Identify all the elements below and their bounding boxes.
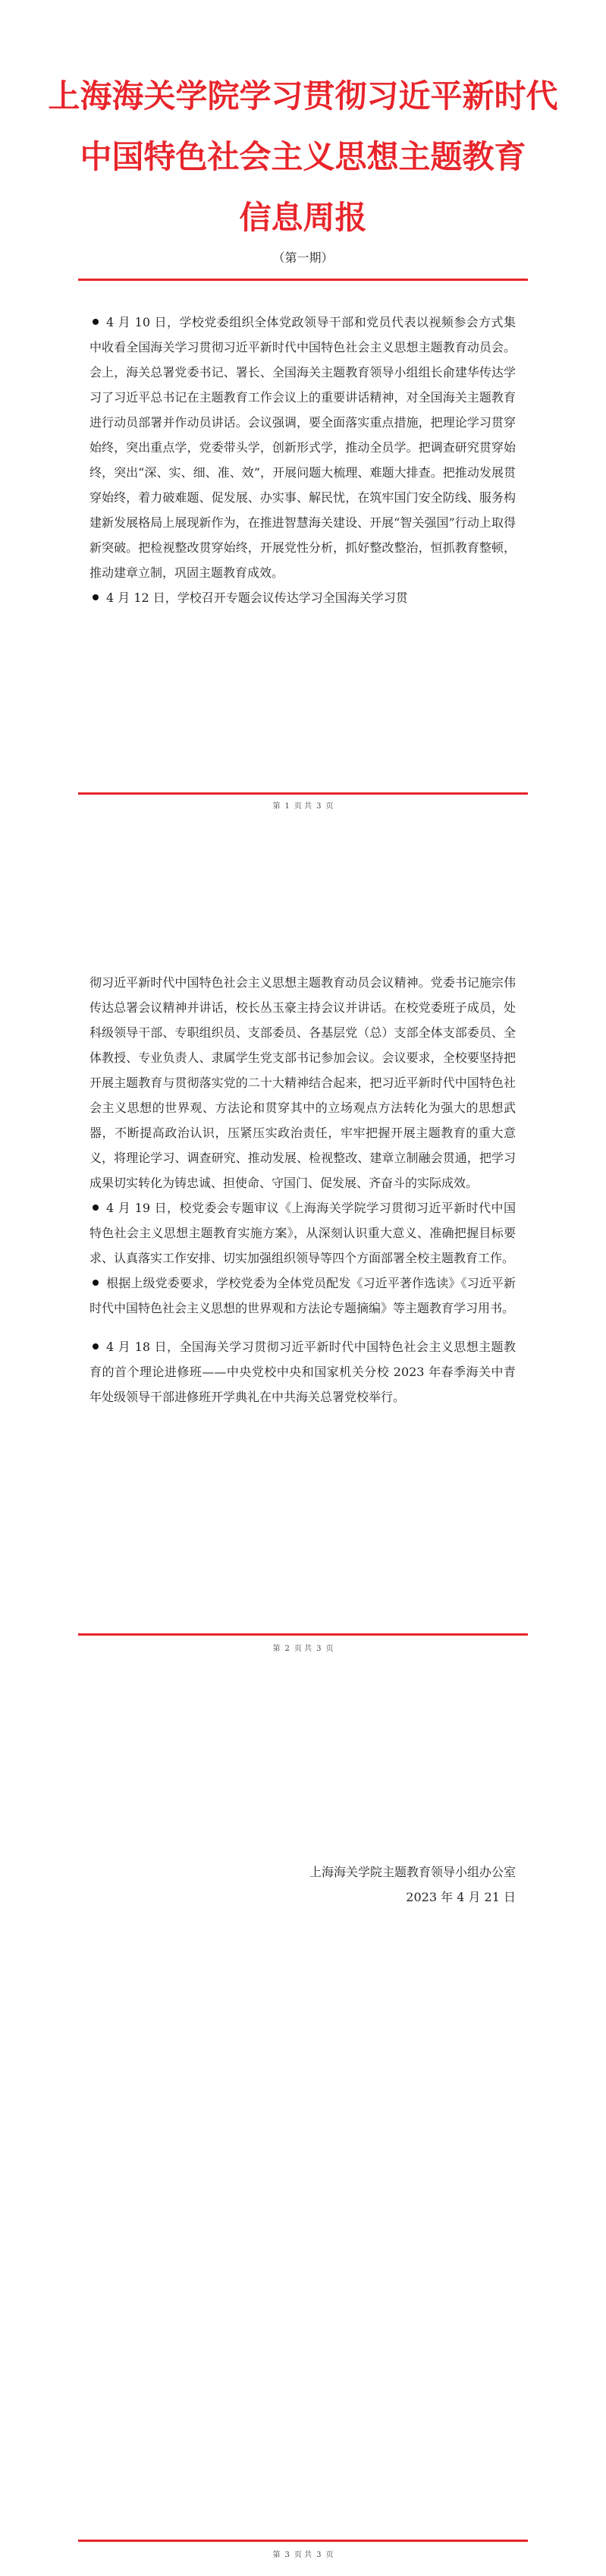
title-line-2: 中国特色社会主义思想主题教育 [80, 138, 526, 175]
issue-number: （第一期） [272, 250, 334, 265]
footer-suffix: 页 [325, 1645, 334, 1653]
page-2 [0, 824, 606, 1665]
footer-red-line [78, 1633, 528, 1636]
issuing-office: 上海海关学院主题教育领导小组办公室 [309, 1865, 516, 1879]
page-footer [0, 2550, 606, 2561]
paragraph-text: 根据上级党委要求，学校党委为全体党员配发《习近平著作选读》《习近平新时代中国特色社会主义思想的世界观和方法论专题摘编》等主题教育学习用书。 [89, 1276, 516, 1315]
footer-current-page: 1 [284, 802, 290, 811]
title-line-3: 信息周报 [239, 199, 367, 236]
bullet-icon [93, 594, 99, 600]
paragraph-text: 彻习近平新时代中国特色社会主义思想主题教育动员会议精神。党委书记施宗伟传达总署会议精神并讲话，校长丛玉豪主持会议并讲话。在校党委班子成员，处科级领导干部、专职组织员、支部委员、各基层党（总）支部全体支部委员、全体教授、专业负责人、隶属学生党支部书记参加会议。会议要求，全校要坚持把开展主题教育与贯彻落实党的二十大精神结合起来，把习近平新时代中国特色社会主义思想的世界观、方法论和贯穿其中的立场观点方法转化为强大的思想武器，不断提高政治认识，压紧压实政治责任，牢牢把握开展主题教育的重大意义，将理论学习、调查研究、推动发展、检视整改、建章立制融会贯通，把学习成果切实转化为铸忠诚、担使命、守国门、促发展、齐奋斗的实际成效。 [89, 975, 516, 1190]
page-3 [0, 1665, 606, 2576]
footer-mid: 页 共 [294, 2551, 312, 2559]
page-1-body [89, 310, 516, 610]
title-line-1: 上海海关学院学习贯彻习近平新时代 [48, 77, 558, 115]
issue-date: 2023 年 4 月 21 日 [406, 1890, 516, 1904]
footer-red-line [78, 792, 528, 795]
footer-current-page: 3 [284, 2551, 290, 2559]
footer-current-page: 2 [284, 1645, 290, 1653]
footer-prefix: 第 [272, 1645, 281, 1653]
footer-red-line [78, 2540, 528, 2542]
page-2-body [89, 970, 516, 1409]
bullet-icon [93, 1343, 99, 1349]
page-1 [0, 0, 606, 824]
footer-total-pages: 3 [316, 2551, 322, 2559]
page-footer [0, 801, 606, 812]
paragraph [89, 585, 516, 610]
paragraph-text: 4 月 19 日，校党委会专题审议《上海海关学院学习贯彻习近平新时代中国特色社会主义思想主题教育实施方案》，从深刻认识重大意义、准确把握目标要求、认真落实工作安排、切实加强组织领导等四个方面部署全校主题教育工作。 [89, 1201, 516, 1265]
footer-total-pages: 3 [316, 1645, 322, 1653]
footer-mid: 页 共 [294, 1645, 312, 1653]
footer-prefix: 第 [272, 802, 281, 811]
bullet-icon [93, 1280, 99, 1286]
paragraph [89, 1334, 516, 1409]
paragraph [89, 310, 516, 585]
footer-total-pages: 3 [316, 802, 322, 811]
signature-block [309, 1860, 516, 1910]
paragraph-text: 4 月 12 日，学校召开专题会议传达学习全国海关学习贯 [106, 590, 408, 605]
paragraph [89, 1271, 516, 1321]
paragraph-text: 4 月 18 日，全国海关学习贯彻习近平新时代中国特色社会主义思想主题教育的首个理论进修班——中央党校中央和国家机关分校 2023 年春季海关中青年处级领导干部进修班开学典礼在中共海关总署党校举行。 [89, 1340, 516, 1404]
bullet-icon [93, 1205, 99, 1211]
footer-prefix: 第 [272, 2551, 281, 2559]
footer-suffix: 页 [325, 2551, 334, 2559]
page-footer [0, 1644, 606, 1655]
footer-suffix: 页 [325, 802, 334, 811]
bullet-icon [93, 319, 99, 325]
header-red-line [78, 279, 528, 281]
paragraph-text: 4 月 10 日，学校党委组织全体党政领导干部和党员代表以视频参会方式集中收看全国海关学习贯彻习近平新时代中国特色社会主义思想主题教育动员会。会上，海关总署党委书记、署长、全国海关主题教育领导小组组长俞建华传达学习了习近平总书记在主题教育工作会议上的重要讲话精神，对全国海关主题教育进行动员部署并作动员讲话。会议强调，要全面落实重点措施，把理论学习贯穿始终，突出重点学，党委带头学，创新形式学，推动全员学。把调查研究贯穿始终，突出“深、实、细、准、效”，开展问题大梳理、难题大排查。把推动发展贯穿始终，着力破难题、促发展、办实事、解民忧，在筑牢国门安全防线、服务构建新发展格局上展现新作为，在推进智慧海关建设、开展“智关强国”行动上取得新突破。把检视整改贯穿始终，开展党性分析，抓好整改整治，恒抓教育整顿，推动建章立制，巩固主题教育成效。 [89, 315, 516, 580]
paragraph [89, 970, 516, 1195]
footer-mid: 页 共 [294, 802, 312, 811]
paragraph [89, 1195, 516, 1271]
